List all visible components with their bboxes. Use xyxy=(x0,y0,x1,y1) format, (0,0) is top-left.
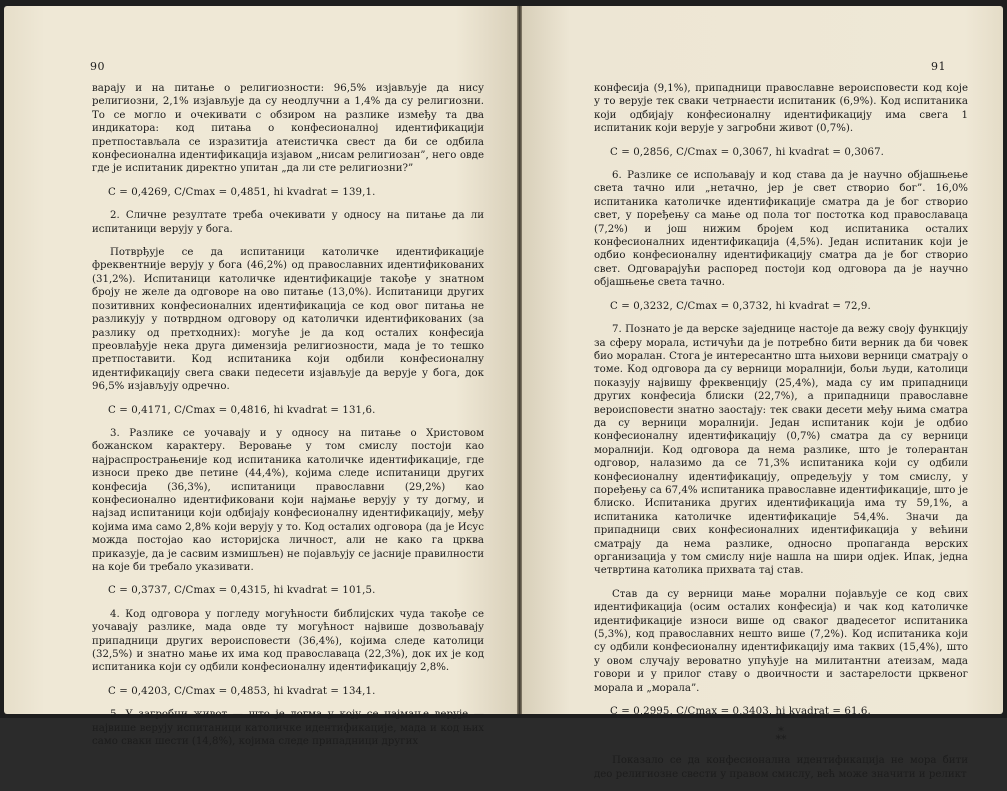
statistic-line: C = 0,3232, C/Cmax = 0,3732, hi kvadrat = 72,9. xyxy=(610,300,871,312)
text-column xyxy=(92,82,484,758)
statistic-line: C = 0,2995, C/Cmax = 0,3403, hi kvadrat = 61,6. xyxy=(610,706,871,718)
text-column xyxy=(594,82,968,791)
statistic-line: C = 0,4269, C/Cmax = 0,4851, hi kvadrat = 139,1. xyxy=(108,186,376,198)
section-separator: * ** xyxy=(775,725,787,747)
statistic-line: C = 0,4171, C/Cmax = 0,4816, hi kvadrat = 131,6. xyxy=(108,404,376,416)
paragraph: конфесија (9,1%), припадници православне вероисповести код које у то верује тек сваки четрнаести испитаник (6,9%). Код испитаника који одбијају конфесионалну идентификацију има свега 1 испитаник који верује у загробни живот (0,7%). xyxy=(594,83,968,135)
left-page xyxy=(4,6,517,748)
right-page xyxy=(522,6,1003,780)
paragraph: варају и на питање о религиозности: 96,5% изјављује да нису религиозни, 2,1% изјављује да су неодлучни а 1,4% да су религиозни. То се могло и очекивати с обзиром на разлике између та два индикатора: код питања о конфесионалној идентификацији претпостављала се изразитија атеистичка свест да би се одбила конфесионална идентификација изјавом „нисам религиозан”, него овде где је испитаник директно упитан „да ли сте религиозни?” xyxy=(92,83,484,175)
paragraph: Потврђује се да испитаници католичке идентификације фреквентније верују у бога (46,2%) од православних идентификованих (31,2%). Испитаници католичке идентификације такође у знатном броју не желе да одговоре на ово питање (13,0%). Испитаници других позитивних конфесионалних идентификација се код овог питања не разликују у потврдном одговору од католички идентификованих (за разлику од претходних): могуће је да код осталих конфесија преовлађује нека друга димензија религиозности, мада је то тешко претпоставити. Код испитаника који одбили конфесионалну идентификацију свега сваки педесети изјављује да верује у бога, док 96,5% изјављују одречно. xyxy=(92,247,484,393)
page-number: 91 xyxy=(931,60,946,73)
paragraph: 6. Разлике се испољавају и код става да је научно објашњење света тачно или „нетачно, јер је свет створио бог”. 16,0% испитаника католичке идентификације сматра да је бог створио свет, у поређењу са мање од пола тог постотка код православаца (7,2%) и још нижим бројем код испитаника осталих конфесионалних идентификација (4,5%). Један испитаник који је одбио конфесионалну идентификацију сматра да је бог створио свет. Одговарајући распоред постоји код одговора да је научно објашњење света тачно. xyxy=(594,170,968,289)
statistic-line: C = 0,3737, C/Cmax = 0,4315, hi kvadrat = 101,5. xyxy=(108,585,376,597)
statistic-line: C = 0,4203, C/Cmax = 0,4853, hi kvadrat = 134,1. xyxy=(108,685,376,697)
paragraph: Показало се да конфесионална идентификација не мора бити део религиозне свести у правом смислу, већ може значити и реликт xyxy=(594,755,968,780)
statistic-line: C = 0,2856, C/Cmax = 0,3067, hi kvadrat = 0,3067. xyxy=(610,146,884,158)
paragraph: Став да су верници мање морални појављује се код свих идентификација (осим осталих конфесија) и чак код католичке идентификације износи више од сваког двадесетог испитаника (5,3%), код православних нешто више (7,2%). Код испитаника који су одбили конфесионалну идентификацију има таквих (15,4%), што у овом случају вероватно упућује на милитантни атеизам, мада говори и у прилог ставу о двоичности и застарелости црквеног морала и „морала”. xyxy=(594,588,968,694)
paragraph: 2. Сличне резултате треба очекивати у односу на питање да ли испитаници верују у бога. xyxy=(92,210,484,235)
paragraph: 3. Разлике се уочавају и у односу на питање о Христовом божанском карактеру. Веровање у том смислу постоји као најраспрострањеније код испитаника католичке идентификације, где износи преко две петине (44,4%), којима следе испитаници других конфесија (36,3%), испитаници православни (29,2%) као конфесионално идентификовани који најмање верују у ту догму, и најзад испитаници који одбијају конфесионалну идентификацију, међу којима има само 2,8% који верују у то. Код осталих одговора (да је Исус можда постојао као историјска личност, али не како га црква приказује, да је сасвим измишљен) не појављују се јасније правилности на које би требало указивати. xyxy=(92,427,484,573)
page-number: 90 xyxy=(90,60,105,73)
paragraph: 5. У загробни живот — што је догма у коју се најмање верује — највише верују испитаници католичке идентификације, мада и код њих само сваки шести (14,8%), којима следе припадници других xyxy=(92,709,484,748)
paragraph: 7. Познато је да верске заједнице настоје да вежу своју функцију за сферу морала, истичући да је потребно бити верник да би човек био моралан. Стога је интересантно шта њихови верници сматрају о томе. Код одговора да су верници моралнији, бољи људи, католици показују највишу фреквенцију (25,4%), мада су им припадници других конфесија блиски (22,7%), а припадници православне вероисповести знатно заостају: тек сваки десети међу њима сматра да су верници моралнији. Један испитаник који је одбио конфесионалну идентификацију (0,7%) сматра да су верници моралнији. Код одговора да нема разлике, што је толерантан одговор, налазимо да се 71,3% испитаника који су одбили конфесионалну идентификацију, опредељују у том смислу, у поређењу са 67,4% испитаника православне идентификације, што је блиско. Испитаника других идентификација има ту 59,1%, а испитаника католичке идентификације 54,4%. Значи да припадници свих конфесионалних идентификација у већини сматрају да нема разлике, односно пропаганда верских организација у том смислу није нашла на шири одјек. Ипак, једна четвртина католика прихвата тај став. xyxy=(594,324,968,577)
paragraph: 4. Код одговора у погледу могућности библијских чуда такође се уочавају разлике, мада овде ту могућност највише дозвољавају припадници других вероисповести (36,4%), којима следе католици (32,5%) и знатно мање их има код православаца (22,3%), док их је код испитаника који су одбили конфесионалну идентификацију 2,8%. xyxy=(92,608,484,674)
